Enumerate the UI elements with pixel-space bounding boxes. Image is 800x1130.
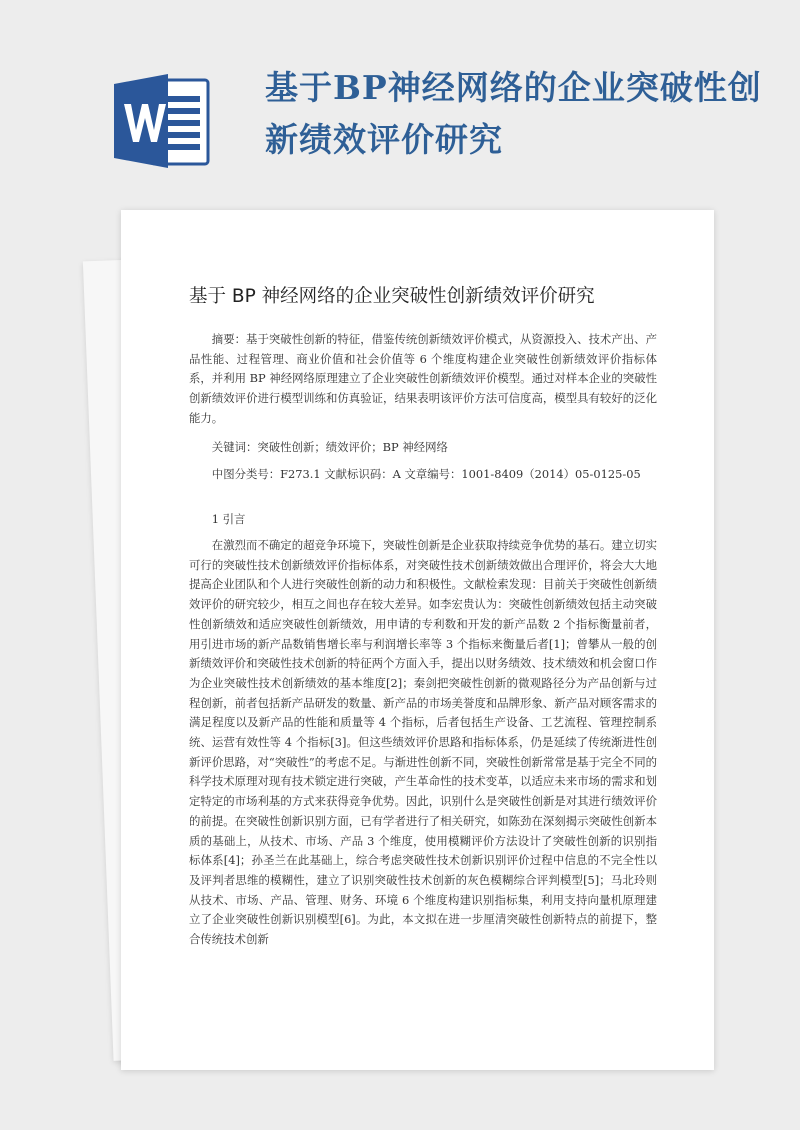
document-title: 基于 BP 神经网络的企业突破性创新绩效评价研究	[189, 286, 595, 307]
abstract-paragraph: 摘要：基于突破性创新的特征，借鉴传统创新绩效评价模式，从资源投入、技术产出、产品性能、过程管理、商业价值和社会价值等 6 个维度构建企业突破性创新绩效评价指标体系，并利用 BP 神经网络原理建立了企业突破性创新绩效评价模型。通过对样本企业的突破性创新绩效评价进行模型训练和仿真验证，结果表明该评价方法可信度高，模型具有较好的泛化能力。	[189, 332, 657, 425]
intro-paragraph: 在激烈而不确定的超竞争环境下，突破性创新是企业获取持续竞争优势的基石。建立切实可行的突破性技术创新绩效评价指标体系，对突破性技术创新绩效做出合理评价，将会大大地提高企业团队和个人进行突破性创新的动力和积极性。文献检索发现：目前关于突破性创新绩效评价的研究较少，相互之间也存在较大差异。如李宏贵认为：突破性创新绩效包括主动突破性创新绩效和适应突破性创新绩效，用申请的专利数和开发的新产品数 2 个指标衡量前者，用引进市场的新产品数销售增长率与利润增长率等 3 个指标来衡量后者[1]；曾攀从一般的创新绩效评价和突破性技术创新的特征两个方面入手，提出以财务绩效、技术绩效和机会窗口作为企业突破性技术创新绩效的基本维度[2]；秦剑把突破性创新的微观路径分为产品创新与过程创新，前者包括新产品研发的数量、新产品的市场美誉度和品牌形象、新产品对顾客需求的满足程度以及新产品的性能和质量等 4 个指标，后者包括生产设备、工艺流程、管理控制系统、运营有效性等 4 个指标[3]。但这些绩效评价思路和指标体系，仍是延续了传统渐进性创新评价思路，对“突破性”的考虑不足。与渐进性创新不同，突破性创新常常是基于完全不同的科学技术原理对现有技术锁定进行突破，产生革命性的技术变革，以适应未来市场的需求和划定特定的市场利基的方式来获得竞争优势。因此，识别什么是突破性创新是对其进行绩效评价的前提。在突破性创新识别方面，已有学者进行了相关研究，如陈劲在深刻揭示突破性创新本质的基础上，从技术、市场、产品 3 个维度，使用模糊评价方法设计了突破性创新的识别指标体系[4]；孙圣兰在此基础上，综合考虑突破性技术创新识别评价过程中信息的不完全性以及评判者思维的模糊性，建立了识别突破性技术创新的灰色模糊综合评判模型[5]；马北玲则从技术、市场、产品、管理、财务、环境 6 个维度构建识别指标集，利用支持向量机原理建立了企业突破性创新识别模型[6]。为此，本文拟在进一步厘清突破性创新特点的前提下，整合传统技术创新	[189, 538, 657, 947]
document-page	[121, 210, 714, 1070]
word-document-icon	[112, 70, 210, 172]
keywords-line: 关键词：突破性创新；绩效评价；BP 神经网络	[211, 440, 448, 454]
header-title: 基于BP神经网络的企业突破性创新绩效评价研究	[265, 68, 762, 159]
classification-line: 中图分类号：F273.1 文献标识码：A 文章编号：1001-8409（2014）05-0125-05	[211, 467, 641, 481]
section-heading: 1 引言	[211, 512, 246, 526]
